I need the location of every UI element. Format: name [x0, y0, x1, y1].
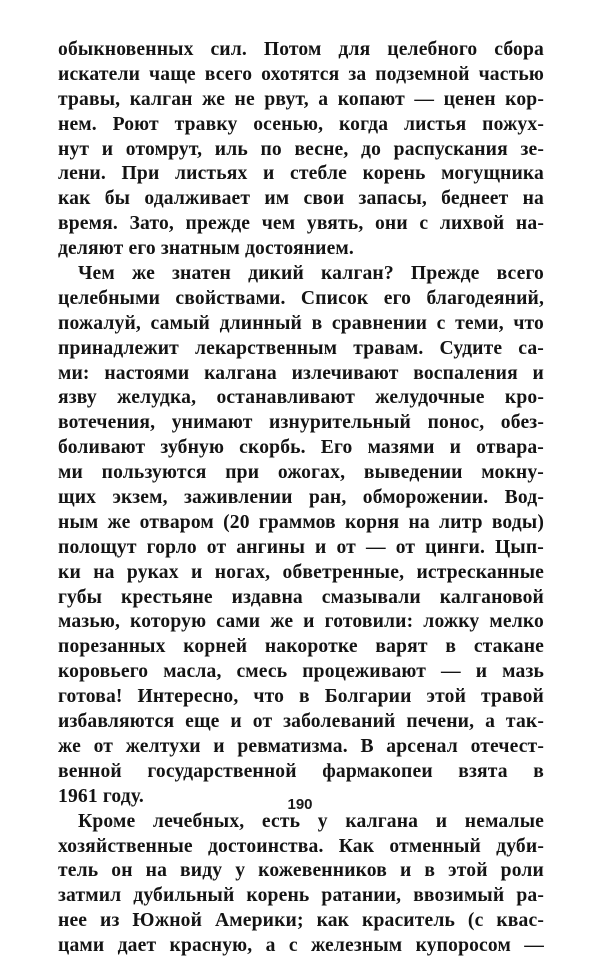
text-line: время. Зато, прежде чем увять, они с лихвой на-: [58, 213, 544, 235]
text-line: 1961 году.: [58, 785, 144, 807]
text-line: Кроме лечебных, есть у калгана и немалые: [78, 810, 544, 832]
text-line: же от желтухи и ревматизма. В арсенал отечест-: [58, 735, 544, 757]
text-line: Чем же знатен дикий калган? Прежде всего: [78, 263, 544, 285]
text-line: ки на руках и ногах, обветренные, истресканные: [58, 561, 544, 583]
paragraph-2: [58, 262, 544, 810]
text-line: цами дает красную, а с железным купоросом —: [58, 935, 544, 957]
text-line: обыкновенных сил. Потом для целебного сбора: [58, 39, 544, 60]
text-line: ми: настоями калгана излечивают воспаления и: [58, 362, 544, 384]
text-line: нут и отомрут, иль по весне, до распускания зе-: [58, 138, 544, 160]
text-line: как бы одалживает им свои запасы, беднеет на: [58, 188, 544, 210]
text-line: хозяйственные достоинства. Как отменный дуби-: [58, 835, 544, 857]
text-line: готова! Интересно, что в Болгарии этой травой: [58, 686, 544, 708]
text-line: тель он на виду у кожевенников и в этой роли: [58, 860, 544, 882]
text-line: искатели чаще всего охотятся за подземной частью: [58, 63, 544, 85]
page-number: 190: [287, 796, 313, 813]
text-line: мазью, которую сами же и готовили: ложку мелко: [58, 611, 544, 633]
text-line: принадлежит лекарственным травам. Судите са-: [58, 337, 544, 359]
text-line: пожалуй, самый длинный в сравнении с теми, что: [58, 312, 544, 334]
text-line: венной государственной фармакопеи взята в: [58, 760, 544, 782]
text-line: травы, калган же не рвут, а копают — ценен кор-: [58, 88, 544, 110]
text-line: язву желудка, останавливают желудочные кро-: [58, 387, 544, 409]
text-line: порезанных корней накоротке варят в стакане: [58, 636, 544, 658]
paragraph-1: [58, 38, 544, 262]
text-line: ми пользуются при ожогах, выведении мокну-: [58, 462, 544, 484]
text-line: затмил дубильный корень ратании, ввозимый ра-: [58, 885, 544, 907]
text-line: целебными свойствами. Список его благодеяний,: [58, 287, 544, 309]
text-line: ным же отваром (20 граммов корня на литр воды): [58, 511, 544, 533]
page-body-text: [58, 38, 544, 959]
text-line: щих экзем, заживлении ран, обморожении. Вод-: [58, 487, 544, 509]
text-line: лени. При листьях и стебле корень могущника: [58, 163, 544, 185]
text-line: коровьего масла, смесь процеживают — и мазь: [58, 661, 544, 683]
text-line: губы крестьяне издавна смазывали калгановой: [58, 586, 544, 608]
text-line: нем. Роют травку осенью, когда листья пожух-: [58, 113, 544, 135]
text-line: боливают зубную скорбь. Его мазями и отвара-: [58, 437, 544, 459]
text-line: избавляются еще и от заболеваний печени, а так-: [58, 711, 544, 733]
text-line: вотечения, унимают изнурительный понос, обез-: [58, 412, 544, 434]
text-line: нее из Южной Америки; как краситель (с квас-: [58, 910, 544, 932]
text-line: полощут горло от ангины и от — от цинги. Цып-: [58, 536, 544, 558]
text-line: деляют его знатным достоянием.: [58, 238, 354, 260]
paragraph-3: [58, 810, 544, 959]
